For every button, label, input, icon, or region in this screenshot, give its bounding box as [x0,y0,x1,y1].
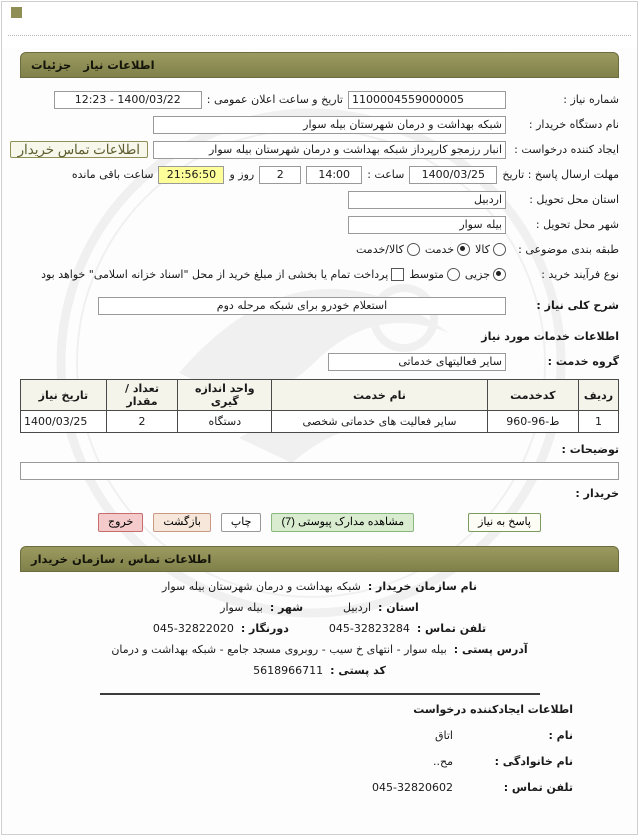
city-label: شهر : [269,601,304,614]
radio-icon[interactable] [493,268,506,281]
services-section-title: اطلاعات خدمات مورد نیاز [481,330,619,343]
service-group-row [20,352,619,371]
announce-datetime-label: تاریخ و ساعت اعلان عمومی : [206,93,343,106]
services-table-header-row [21,380,619,411]
purchase-type-label: نوع فرآیند خرید : [541,268,619,281]
deadline-time-field[interactable]: 14:00 [306,166,362,184]
radio-option-minor-label: جزیی [464,268,490,281]
col-unit: واحد اندازه گیری [178,380,272,411]
postal-code-value: 5618966711 [253,664,324,677]
need-number-field[interactable]: 1100004559000005 [348,91,506,109]
org-name-row [20,580,619,593]
service-group-label: گروه خدمت : [547,355,619,368]
page [1,1,638,835]
table-row [21,411,619,433]
radio-icon[interactable] [493,243,506,256]
notes-row [20,440,619,459]
need-form [17,90,619,532]
delivery-city-row [20,215,619,234]
buyer-note-row [20,484,619,503]
cell-unit: دستگاه [178,411,272,433]
need-summary-label: شرح کلی نیاز : [536,299,619,312]
province-label: استان : [378,601,419,614]
cell-need-date: 1400/03/25 [21,411,107,433]
radio-option-goods-service-label: کالا/خدمت [356,243,404,256]
treasury-note-checkbox[interactable] [41,268,404,281]
phone-fax-row [20,622,619,635]
address-label: آدرس پستی : [453,643,528,656]
delivery-city-field[interactable]: بیله سوار [348,216,506,234]
radio-option-minor[interactable] [465,268,506,281]
need-summary-field[interactable]: استعلام خودرو برای شبکه مرحله دوم [98,297,506,315]
notes-field[interactable] [20,462,619,480]
announce-datetime-field[interactable]: 1400/03/22 - 12:23 [54,91,202,109]
first-name-label: نام : [548,729,573,742]
radio-option-goods-service[interactable] [356,243,420,256]
deadline-label: مهلت ارسال پاسخ : تاریخ [502,168,619,181]
phone-label: تلفن تماس : [416,622,487,635]
remaining-time-field: 21:56:50 [158,166,224,184]
cell-quantity: 2 [106,411,177,433]
header-bar [20,52,619,78]
buyer-org-field[interactable]: شبکه بهداشت و درمان شهرستان بیله سوار [153,116,506,134]
buyer-org-label: نام دستگاه خریدار : [528,118,619,131]
last-name-label: نام خانوادگی : [494,755,573,768]
view-attachments-button[interactable]: مشاهده مدارک پیوستی (7) [271,513,414,532]
radio-option-goods[interactable] [475,243,506,256]
remaining-days-field: 2 [259,166,301,184]
action-buttons [20,513,619,532]
checkbox-icon[interactable] [391,268,404,281]
request-creator-field[interactable]: انبار رزمجو کارپرداز شبکه بهداشت و درمان شهرستان بیله سوار [153,141,506,159]
address-value: بیله سوار - انتهای خ سیب - روبروی مسجد جامع - شبکه بهداشت و درمان [111,643,447,656]
buyer-org-row [20,115,619,134]
radio-icon[interactable] [407,243,420,256]
address-row [20,643,619,656]
need-number-label: شماره نیاز : [563,93,619,106]
notes-label: توضیحات : [561,443,619,456]
request-creator-title: اطلاعات ایجادکننده درخواست [413,703,573,716]
col-quantity: تعداد / مقدار [106,380,177,411]
category-label: طبقه بندی موضوعی : [518,243,619,256]
org-name-value: شبکه بهداشت و درمان شهرستان بیله سوار [162,580,361,593]
phone-value: 045-32823284 [328,622,410,635]
delivery-city-label: شهر محل تحویل : [535,218,619,231]
section-separator [100,693,540,695]
top-strip [2,2,637,48]
buyer-contact-title: اطلاعات تماس ، سازمان خریدار [31,552,212,566]
back-button[interactable]: بازگشت [153,513,211,532]
org-name-label: نام سازمان خریدار : [367,580,478,593]
creator-phone-label: تلفن تماس : [503,781,573,794]
delivery-province-row [20,190,619,209]
print-button[interactable]: چاپ [221,513,262,532]
request-creator-row [17,140,619,159]
deadline-row [20,165,619,184]
radio-icon[interactable] [457,243,470,256]
deadline-date-field[interactable]: 1400/03/25 [409,166,497,184]
remaining-time-label: ساعت باقی مانده [71,168,154,181]
radio-icon[interactable] [447,268,460,281]
delivery-province-label: استان محل تحویل : [529,193,619,206]
col-need-date: تاریخ نیاز [21,380,107,411]
province-value: اردبیل [343,601,371,614]
col-service-name: نام خدمت [272,380,487,411]
radio-option-goods-label: کالا [475,243,490,256]
need-summary-row [20,296,619,315]
services-table [20,379,619,433]
postal-code-label: کد پستی : [330,664,386,677]
cell-row-no: 1 [579,411,619,433]
buyer-contact-block [20,580,619,677]
province-city-row [20,601,619,614]
delivery-province-field[interactable]: اردبیل [348,191,506,209]
postal-code-row [20,664,619,677]
last-name-row [20,755,573,768]
purchase-type-row [20,265,619,284]
remaining-days-unit: روز و [229,168,255,181]
radio-option-medium-label: متوسط [409,268,444,281]
request-creator-block [20,703,619,794]
first-name-value: اتاق [434,729,453,742]
radio-option-medium[interactable] [409,268,460,281]
service-group-field[interactable]: سایر فعالیتهای خدماتی [328,353,506,371]
window-accent-square [11,7,22,18]
last-name-value: مح.. [433,755,453,768]
fax-value: 045-32822020 [152,622,234,635]
tab-details[interactable]: جزئیات [31,58,72,72]
tab-need-info[interactable]: اطلاعات نیاز [83,58,155,72]
treasury-note-label: پرداخت تمام یا بخشی از مبلغ خرید از محل "اسناد خزانه اسلامی" خواهد بود [41,268,389,281]
buyer-contact-button[interactable]: اطلاعات تماس خریدار [10,141,148,158]
creator-phone-value: 045-32820602 [372,781,453,794]
radio-option-service[interactable] [425,243,470,256]
need-number-row [20,90,619,109]
top-divider [8,35,631,36]
city-value: بیله سوار [220,601,263,614]
category-row [20,240,619,259]
exit-button[interactable]: خروج [98,513,143,532]
fax-label: دورنگار : [240,622,289,635]
cell-service-code: ط-96-960 [487,411,578,433]
buyer-note-label: خریدار : [575,487,619,500]
radio-option-service-label: خدمت [424,243,455,256]
request-creator-label: ایجاد کننده درخواست : [514,143,619,156]
respond-button[interactable]: پاسخ به نیاز [468,513,541,532]
cell-service-name: سایر فعالیت های خدماتی شخصی [272,411,487,433]
creator-phone-row [20,781,573,794]
deadline-time-label: ساعت : [367,168,405,181]
buyer-contact-bar [20,546,619,572]
col-row-no: ردیف [579,380,619,411]
col-service-code: کدخدمت [487,380,578,411]
first-name-row [20,729,573,742]
